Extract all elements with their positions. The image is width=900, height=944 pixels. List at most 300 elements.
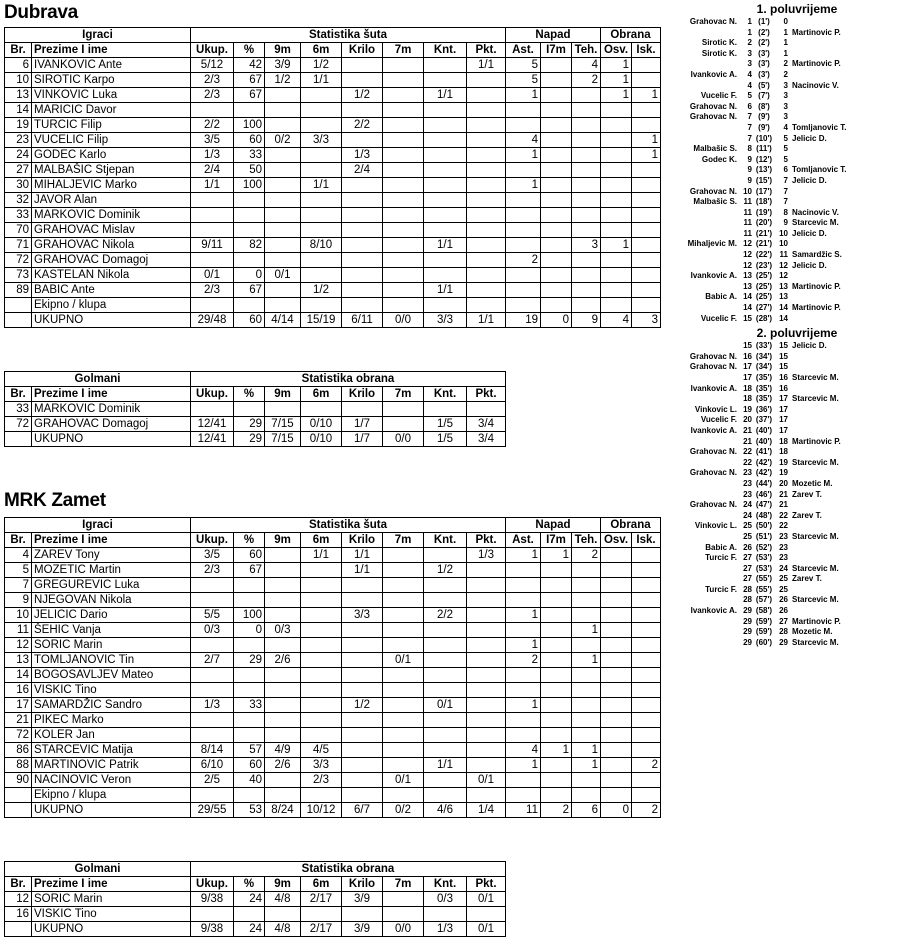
- cell: [191, 298, 234, 313]
- cell: [601, 103, 632, 118]
- cell: 6/7: [342, 803, 383, 818]
- cell: [467, 163, 506, 178]
- goalkeeper-name: UKUPNO: [32, 922, 191, 937]
- table-row: [5, 743, 661, 758]
- cell: [467, 743, 506, 758]
- cell: [342, 253, 383, 268]
- cell: 4: [506, 133, 541, 148]
- cell: [265, 683, 301, 698]
- minute: (35'): [755, 383, 773, 393]
- cell: [541, 283, 572, 298]
- cell: 50: [234, 163, 265, 178]
- cell: [342, 713, 383, 728]
- left-scorer: Sirotic K.: [701, 48, 737, 58]
- cell: 13: [5, 88, 32, 103]
- cell: [632, 668, 661, 683]
- cell: [265, 713, 301, 728]
- cell: 3/9: [265, 58, 301, 73]
- minute: (58'): [755, 606, 773, 616]
- cell: 33: [234, 698, 265, 713]
- cell: [191, 253, 234, 268]
- cell: [342, 58, 383, 73]
- cell: [265, 253, 301, 268]
- cell: 2/6: [265, 653, 301, 668]
- column-header: Br.: [5, 877, 32, 892]
- table-row: [5, 788, 661, 803]
- goal-event: [697, 585, 897, 596]
- cell: [506, 163, 541, 178]
- table-row: [5, 133, 661, 148]
- cell: 3: [632, 313, 661, 328]
- away-score: 7: [783, 186, 788, 196]
- cell: 72: [5, 417, 32, 432]
- cell: [467, 103, 506, 118]
- cell: 10: [5, 73, 32, 88]
- cell: [632, 208, 661, 223]
- column-header: %: [234, 43, 265, 58]
- cell: [601, 638, 632, 653]
- goal-event: [689, 468, 897, 479]
- cell: [342, 103, 383, 118]
- home-score: 23: [743, 489, 752, 499]
- cell: [265, 563, 301, 578]
- goal-event: [690, 425, 897, 437]
- cell: [632, 698, 661, 713]
- home-score: 15: [743, 341, 752, 351]
- goalkeeper-stats-table-zamet: [4, 861, 506, 937]
- header-group-row: [5, 862, 506, 877]
- cell: 27: [5, 163, 32, 178]
- cell: 30: [5, 178, 32, 193]
- cell: [601, 118, 632, 133]
- cell: [572, 193, 601, 208]
- cell: 8/14: [191, 743, 234, 758]
- cell: [234, 253, 265, 268]
- right-scorer: Zarev T.: [792, 574, 822, 584]
- away-score: 17: [779, 425, 788, 435]
- player-stats-table-zamet: [4, 517, 661, 818]
- home-score: 9: [747, 175, 752, 185]
- cell: 19: [5, 118, 32, 133]
- cell: [234, 593, 265, 608]
- cell: 53: [234, 803, 265, 818]
- cell: [301, 88, 342, 103]
- cell: [342, 208, 383, 223]
- cell: [632, 743, 661, 758]
- away-score: 29: [779, 637, 788, 647]
- table-row: [5, 283, 661, 298]
- home-score: 12: [743, 239, 752, 249]
- cell: 60: [234, 758, 265, 773]
- goal-event: [697, 437, 897, 448]
- cell: 1/3: [191, 148, 234, 163]
- minute: (3'): [758, 59, 770, 69]
- minute: (2'): [758, 27, 770, 37]
- cell: 15/19: [301, 313, 342, 328]
- player-name: GRAHOVAC Mislav: [32, 223, 191, 238]
- cell: 0/10: [301, 432, 342, 447]
- right-scorer: Martinovic P.: [792, 27, 841, 37]
- away-score: 12: [779, 260, 788, 270]
- cell: [541, 728, 572, 743]
- cell: [342, 683, 383, 698]
- goal-event: [697, 261, 897, 272]
- cell: [265, 578, 301, 593]
- cell: [506, 578, 541, 593]
- cell: 2/17: [301, 892, 342, 907]
- goalkeeper-name: SORIC Marin: [32, 892, 191, 907]
- minute: (48'): [755, 510, 773, 520]
- goal-event: [697, 91, 897, 102]
- player-name: TURCIC Filip: [32, 118, 191, 133]
- cell: 2/2: [342, 118, 383, 133]
- cell: [506, 668, 541, 683]
- cell: 72: [5, 728, 32, 743]
- cell: 67: [234, 88, 265, 103]
- away-score: 21: [779, 489, 788, 499]
- cell: [234, 298, 265, 313]
- goal-event: [697, 617, 897, 628]
- cell: [601, 608, 632, 623]
- goal-event: [697, 303, 897, 314]
- goalkeeper-name: UKUPNO: [32, 432, 191, 447]
- cell: 10: [5, 608, 32, 623]
- home-score: 1: [747, 17, 752, 26]
- cell: 0/0: [383, 922, 424, 937]
- cell: 0/1: [467, 892, 506, 907]
- cell: [467, 593, 506, 608]
- cell: [234, 668, 265, 683]
- left-scorer: Vucelic F.: [700, 313, 737, 323]
- away-score: 16: [779, 373, 788, 382]
- cell: [342, 73, 383, 88]
- cell: [265, 223, 301, 238]
- cell: [234, 193, 265, 208]
- column-header: Osv.: [601, 43, 632, 58]
- cell: 67: [234, 563, 265, 578]
- cell: [301, 253, 342, 268]
- away-score: 17: [779, 404, 788, 414]
- left-scorer: Sirotic K.: [701, 38, 737, 48]
- cell: [191, 402, 234, 417]
- table-row: [5, 623, 661, 638]
- group-header-golmani: Golmani: [5, 862, 191, 877]
- cell: [265, 668, 301, 683]
- cell: [572, 728, 601, 743]
- cell: 32: [5, 193, 32, 208]
- cell: 11: [506, 803, 541, 818]
- home-score: 7: [747, 122, 752, 132]
- cell: 17: [5, 698, 32, 713]
- cell: 3: [572, 238, 601, 253]
- table-row: [5, 773, 661, 788]
- cell: 40: [234, 773, 265, 788]
- cell: [572, 103, 601, 118]
- minute: (20'): [755, 218, 773, 228]
- player-name: STARCEVIC Matija: [32, 743, 191, 758]
- cell: 12: [5, 892, 32, 907]
- cell: 7/15: [265, 417, 301, 432]
- cell: [424, 253, 467, 268]
- player-name: GREGUREVIC Luka: [32, 578, 191, 593]
- cell: [5, 803, 32, 818]
- goal-event: [697, 282, 897, 293]
- group-header-obrana: Obrana: [601, 518, 661, 533]
- cell: [467, 118, 506, 133]
- cell: 100: [234, 178, 265, 193]
- minute: (47'): [755, 500, 773, 510]
- minute: (57'): [755, 595, 773, 605]
- away-score: 5: [783, 144, 788, 154]
- cell: [424, 133, 467, 148]
- home-score: 7: [747, 112, 752, 122]
- cell: [191, 103, 234, 118]
- goal-event: [697, 28, 897, 39]
- cell: 1: [506, 758, 541, 773]
- column-header: 9m: [265, 43, 301, 58]
- column-header: Knt.: [424, 387, 467, 402]
- table-row: [5, 313, 661, 328]
- cell: [191, 223, 234, 238]
- column-header: 6m: [301, 533, 342, 548]
- cell: [632, 548, 661, 563]
- minute: (51'): [755, 531, 773, 541]
- home-score: 1: [747, 27, 752, 37]
- table-row: [5, 208, 661, 223]
- cell: [632, 683, 661, 698]
- cell: 9/38: [191, 892, 234, 907]
- away-score: 7: [783, 175, 788, 185]
- home-score: 10: [743, 186, 752, 196]
- right-scorer: Zarev T.: [792, 489, 822, 499]
- cell: [572, 118, 601, 133]
- cell: [234, 208, 265, 223]
- goal-event: [697, 59, 897, 70]
- cell: 0: [234, 623, 265, 638]
- goal-event: [697, 165, 897, 176]
- cell: 1: [632, 133, 661, 148]
- table-row: [5, 253, 661, 268]
- cell: [632, 223, 661, 238]
- table-row: [5, 713, 661, 728]
- cell: 2/3: [301, 773, 342, 788]
- goal-event: [697, 123, 897, 134]
- home-score: 21: [743, 436, 752, 446]
- cell: [301, 163, 342, 178]
- cell: [506, 223, 541, 238]
- cell: [506, 773, 541, 788]
- group-header-statistika: Statistika šuta: [191, 518, 506, 533]
- cell: [424, 103, 467, 118]
- player-name: UKUPNO: [32, 803, 191, 818]
- cell: [265, 193, 301, 208]
- column-header: Prezime I ime: [32, 533, 191, 548]
- goal-event: [697, 250, 897, 261]
- left-scorer: Godec K.: [701, 154, 737, 164]
- cell: 2/5: [191, 773, 234, 788]
- cell: 29: [234, 417, 265, 432]
- home-score: 11: [743, 228, 752, 238]
- cell: [541, 758, 572, 773]
- cell: 0/2: [383, 803, 424, 818]
- home-score: 3: [747, 59, 752, 69]
- cell: [383, 563, 424, 578]
- cell: [191, 668, 234, 683]
- cell: [541, 698, 572, 713]
- goal-event: [689, 186, 897, 198]
- cell: [632, 563, 661, 578]
- cell: [541, 193, 572, 208]
- minute: (40'): [755, 425, 773, 435]
- cell: 2/4: [191, 163, 234, 178]
- cell: 1: [541, 743, 572, 758]
- header-group-row: [5, 28, 661, 43]
- cell: [467, 758, 506, 773]
- table-row: [5, 148, 661, 163]
- cell: [424, 713, 467, 728]
- cell: 1/2: [265, 73, 301, 88]
- cell: 1: [506, 548, 541, 563]
- minute: (11'): [756, 144, 772, 154]
- cell: [301, 298, 342, 313]
- cell: 1/1: [301, 178, 342, 193]
- cell: [424, 773, 467, 788]
- left-scorer: Vucelic F.: [700, 91, 737, 101]
- away-score: 17: [779, 394, 788, 404]
- away-score: 2: [783, 59, 788, 69]
- home-score: 27: [743, 563, 752, 573]
- away-score: 8: [783, 207, 788, 217]
- cell: 11: [5, 623, 32, 638]
- cell: [234, 223, 265, 238]
- away-score: 4: [783, 122, 788, 132]
- cell: [601, 758, 632, 773]
- cell: [572, 788, 601, 803]
- cell: 1: [601, 238, 632, 253]
- cell: 3/3: [301, 133, 342, 148]
- cell: 29: [234, 432, 265, 447]
- goal-event: [689, 101, 897, 113]
- cell: 33: [5, 208, 32, 223]
- minute: (59'): [755, 627, 773, 637]
- cell: [265, 548, 301, 563]
- table-row: [5, 593, 661, 608]
- cell: 1/2: [424, 563, 467, 578]
- table-row: [5, 58, 661, 73]
- cell: [506, 238, 541, 253]
- cell: 4/5: [301, 743, 342, 758]
- cell: [601, 223, 632, 238]
- cell: [506, 728, 541, 743]
- cell: [572, 563, 601, 578]
- cell: 1/1: [424, 238, 467, 253]
- cell: 21: [5, 713, 32, 728]
- cell: 100: [234, 608, 265, 623]
- group-header-statistika-obrana: Statistika obrana: [191, 372, 506, 387]
- cell: [383, 163, 424, 178]
- cell: 70: [5, 223, 32, 238]
- cell: 2/4: [342, 163, 383, 178]
- goal-event: [697, 49, 897, 60]
- cell: [601, 713, 632, 728]
- minute: (59'): [755, 616, 773, 626]
- cell: [342, 728, 383, 743]
- cell: [632, 623, 661, 638]
- cell: [383, 728, 424, 743]
- player-name: GODEC Karlo: [32, 148, 191, 163]
- goal-event: [697, 373, 897, 384]
- goal-event: [697, 38, 897, 49]
- column-header: Pkt.: [467, 43, 506, 58]
- minute: (35'): [755, 373, 773, 382]
- column-header: Krilo: [342, 533, 383, 548]
- away-score: 23: [779, 531, 788, 541]
- cell: [467, 623, 506, 638]
- cell: [383, 298, 424, 313]
- minute: (18'): [755, 197, 773, 207]
- home-score: 19: [743, 404, 752, 414]
- cell: 19: [506, 313, 541, 328]
- away-score: 5: [783, 133, 788, 143]
- away-score: 21: [779, 500, 788, 510]
- away-score: 25: [779, 574, 788, 584]
- home-score: 21: [743, 425, 752, 435]
- cell: 0/1: [265, 268, 301, 283]
- cell: [632, 73, 661, 88]
- cell: 1/1: [424, 88, 467, 103]
- column-header: Teh.: [572, 43, 601, 58]
- cell: [301, 118, 342, 133]
- cell: [467, 713, 506, 728]
- cell: [632, 298, 661, 313]
- cell: [632, 253, 661, 268]
- column-header: Br.: [5, 533, 32, 548]
- cell: 4: [5, 548, 32, 563]
- cell: [467, 268, 506, 283]
- right-scorer: Tomljanovic T.: [792, 165, 847, 175]
- home-score: 23: [743, 468, 752, 478]
- cell: [601, 268, 632, 283]
- cell: 100: [234, 118, 265, 133]
- minute: (5'): [758, 80, 770, 90]
- right-scorer: Starcevic M.: [792, 373, 839, 382]
- home-score: 22: [743, 447, 752, 457]
- table-row: [5, 118, 661, 133]
- cell: [342, 788, 383, 803]
- cell: [541, 253, 572, 268]
- cell: 12: [5, 638, 32, 653]
- table-row: [5, 417, 506, 432]
- cell: [265, 907, 301, 922]
- away-score: 13: [779, 281, 788, 291]
- cell: [467, 238, 506, 253]
- away-score: 13: [779, 292, 788, 302]
- player-name: JAVOR Alan: [32, 193, 191, 208]
- goal-event: [697, 479, 897, 490]
- cell: [467, 253, 506, 268]
- player-name: KASTELAN Nikola: [32, 268, 191, 283]
- cell: [506, 713, 541, 728]
- goal-event: [689, 17, 897, 28]
- home-score: 29: [743, 616, 752, 626]
- right-scorer: Martinovic P.: [792, 281, 841, 291]
- minute: (8'): [758, 101, 770, 111]
- minute: (21'): [755, 239, 773, 249]
- home-score: 29: [743, 637, 752, 647]
- cell: [383, 58, 424, 73]
- minute: (50'): [755, 521, 773, 531]
- minute: (9'): [758, 122, 770, 132]
